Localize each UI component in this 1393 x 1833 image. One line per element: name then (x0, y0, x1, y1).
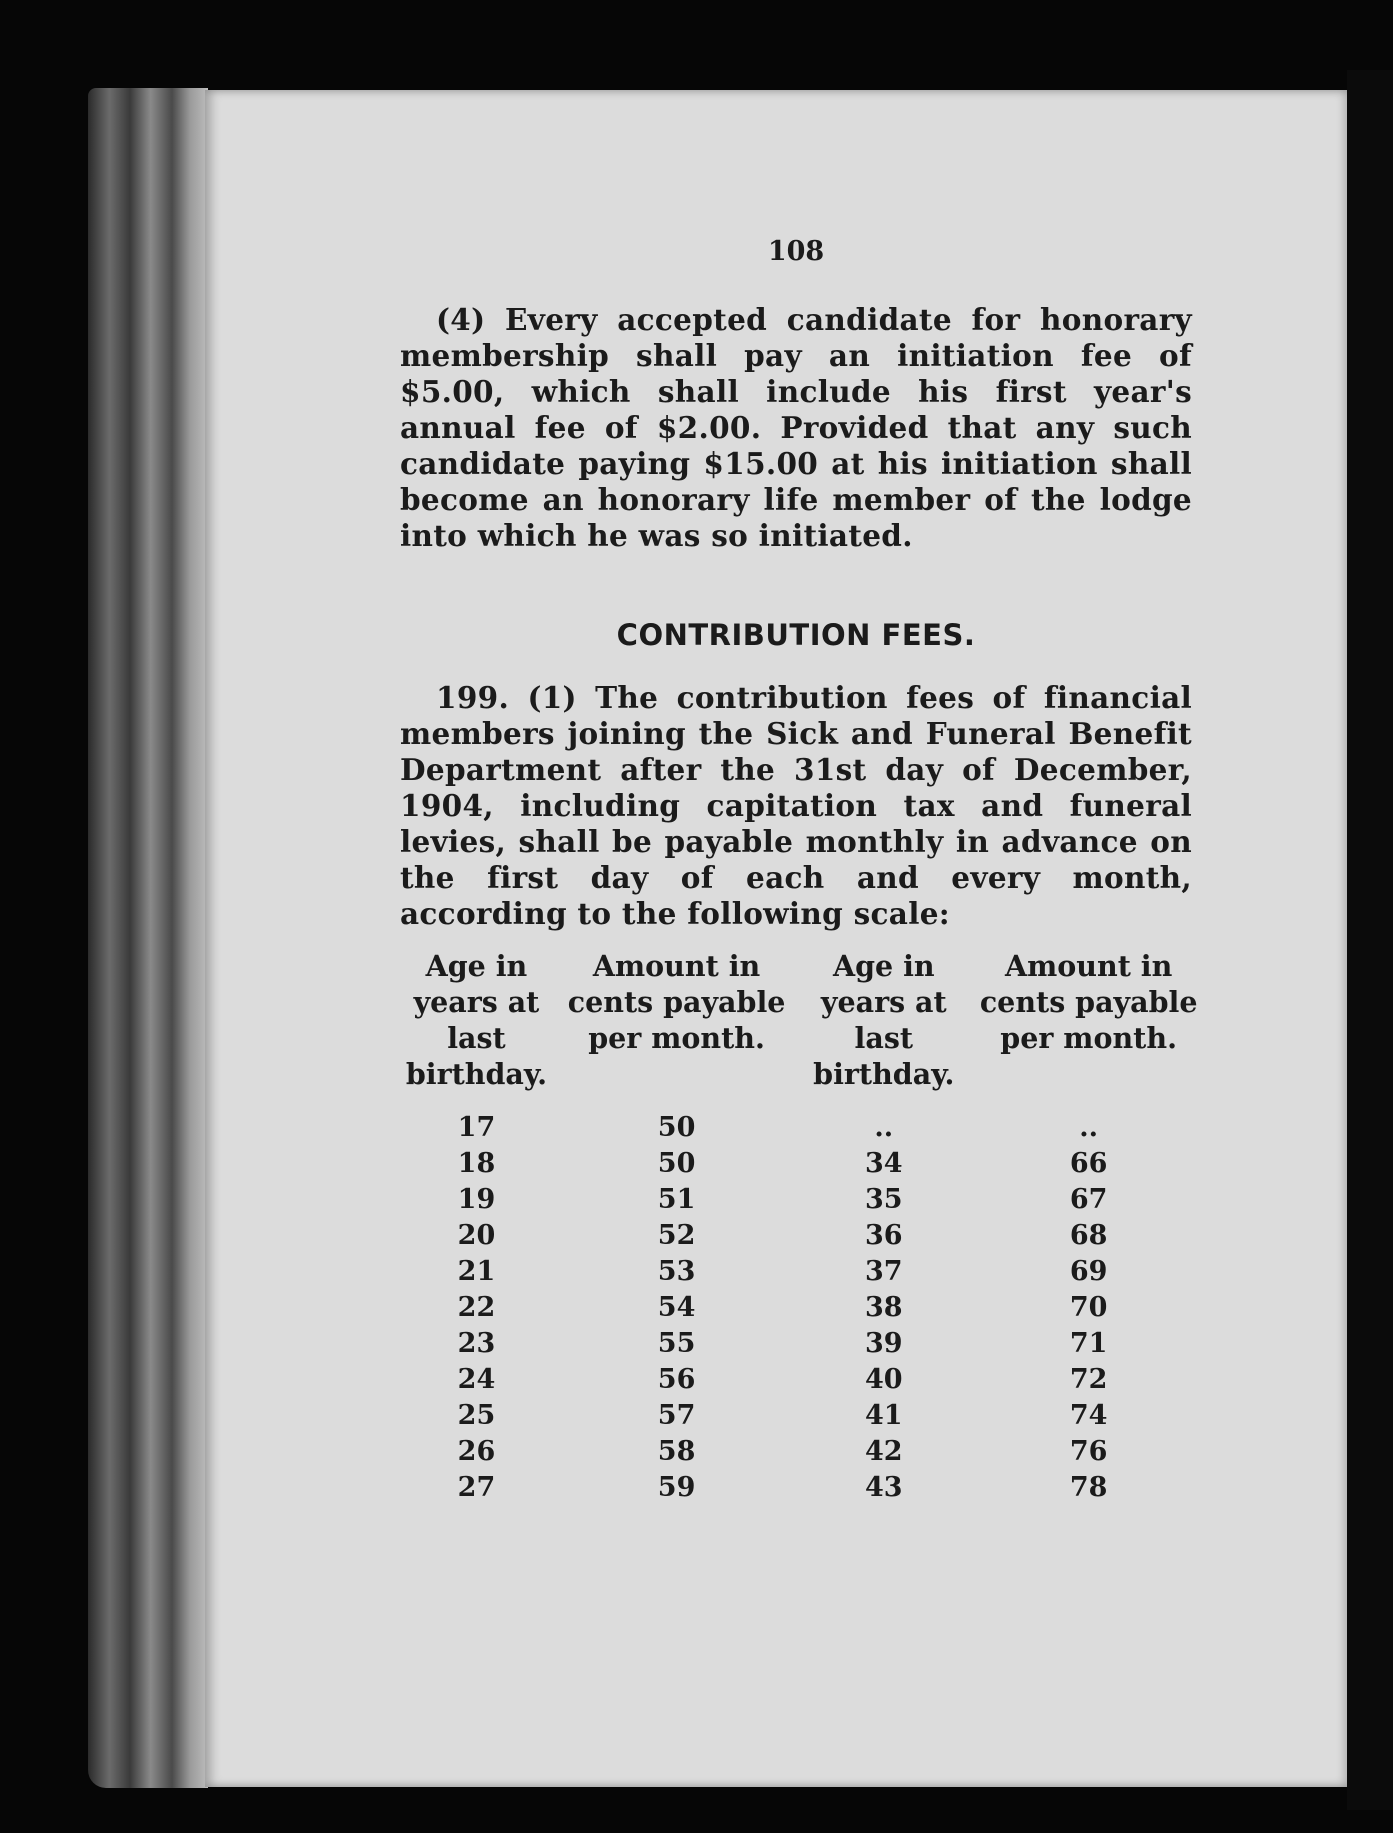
cell-age-1: 19 (457, 1184, 496, 1215)
table-body (395, 1110, 1205, 1506)
cell-amount-1: 58 (657, 1436, 696, 1467)
cell-age-1: 25 (457, 1400, 496, 1431)
cell-age-1: 26 (457, 1436, 496, 1467)
cell-age-2: 35 (865, 1184, 903, 1215)
cell-age-1: 20 (457, 1220, 496, 1251)
cell-age-2: 36 (865, 1220, 903, 1251)
page-number: 108 (767, 236, 825, 267)
cell-amount-2: 69 (1069, 1256, 1108, 1287)
section-heading: CONTRIBUTION FEES. (616, 618, 976, 652)
table-row (395, 1110, 1205, 1146)
column-header-age-2: Age in years at last birthday. (813, 949, 955, 1091)
cell-age-2: .. (874, 1112, 894, 1143)
cell-amount-2: 71 (1069, 1328, 1108, 1359)
cell-age-2: 38 (865, 1292, 903, 1323)
table-row (395, 1182, 1205, 1218)
paragraph-honorary-membership (400, 302, 1192, 554)
cell-age-1: 18 (457, 1148, 496, 1179)
cell-age-2: 40 (865, 1364, 903, 1395)
cell-amount-2: 66 (1069, 1148, 1108, 1179)
table-row (395, 1146, 1205, 1182)
cell-amount-1: 55 (657, 1328, 696, 1359)
cell-amount-2: 74 (1069, 1400, 1108, 1431)
cell-amount-2: 72 (1069, 1364, 1108, 1395)
page-edge-shadow (1347, 70, 1393, 1810)
cell-age-2: 34 (865, 1148, 903, 1179)
book-spine (88, 88, 208, 1788)
cell-amount-1: 51 (657, 1184, 696, 1215)
cell-amount-1: 54 (657, 1292, 696, 1323)
paragraph-text: (4) Every accepted candidate for honorary membership shall pay an initiation fee of $5.00, which shall include his first year's annual fee of $2.00. Provided that any such candidate paying $15.00 at his initiation shall become an honorary life member of the lodge into which he was so initiated. (400, 302, 1192, 553)
cell-amount-2: 78 (1069, 1472, 1108, 1503)
cell-amount-2: 70 (1069, 1292, 1108, 1323)
table-row (395, 1362, 1205, 1398)
cell-amount-1: 52 (657, 1220, 696, 1251)
cell-amount-2: 68 (1069, 1220, 1108, 1251)
table-header-row (395, 948, 1205, 1110)
cell-amount-1: 56 (657, 1364, 696, 1395)
table-row (395, 1398, 1205, 1434)
cell-age-2: 43 (865, 1472, 903, 1503)
cell-age-2: 39 (865, 1328, 903, 1359)
column-header-amount-2: Amount in cents payable per month. (979, 949, 1198, 1055)
paragraph-contribution-fees (400, 680, 1192, 932)
column-header-amount-1: Amount in cents payable per month. (567, 949, 786, 1055)
cell-amount-2: .. (1079, 1112, 1099, 1143)
table-row (395, 1470, 1205, 1506)
cell-age-1: 21 (457, 1256, 496, 1287)
cell-amount-1: 57 (657, 1400, 696, 1431)
column-header-age-1: Age in years at last birthday. (405, 949, 548, 1091)
cell-amount-2: 67 (1069, 1184, 1108, 1215)
cell-amount-2: 76 (1069, 1436, 1108, 1467)
table-row (395, 1290, 1205, 1326)
cell-amount-1: 50 (657, 1148, 696, 1179)
cell-age-1: 27 (457, 1472, 496, 1503)
table-row (395, 1326, 1205, 1362)
cell-age-1: 24 (457, 1364, 496, 1395)
contribution-scale-table (395, 948, 1205, 1506)
paragraph-text: 199. (1) The contribution fees of financial members joining the Sick and Funeral Benefit Department after the 31st day of December, 1904, including capitation tax and funeral levies, shall be payable monthly in advance on the first day of each and every month, according to the following scale: (400, 680, 1192, 931)
cell-amount-1: 53 (657, 1256, 696, 1287)
cell-age-2: 41 (865, 1400, 903, 1431)
cell-age-1: 17 (457, 1112, 496, 1143)
cell-amount-1: 50 (657, 1112, 696, 1143)
table-row (395, 1254, 1205, 1290)
table-row (395, 1434, 1205, 1470)
table-row (395, 1218, 1205, 1254)
cell-age-2: 42 (865, 1436, 903, 1467)
cell-amount-1: 59 (657, 1472, 696, 1503)
cell-age-1: 22 (457, 1292, 496, 1323)
cell-age-1: 23 (457, 1328, 496, 1359)
cell-age-2: 37 (865, 1256, 903, 1287)
